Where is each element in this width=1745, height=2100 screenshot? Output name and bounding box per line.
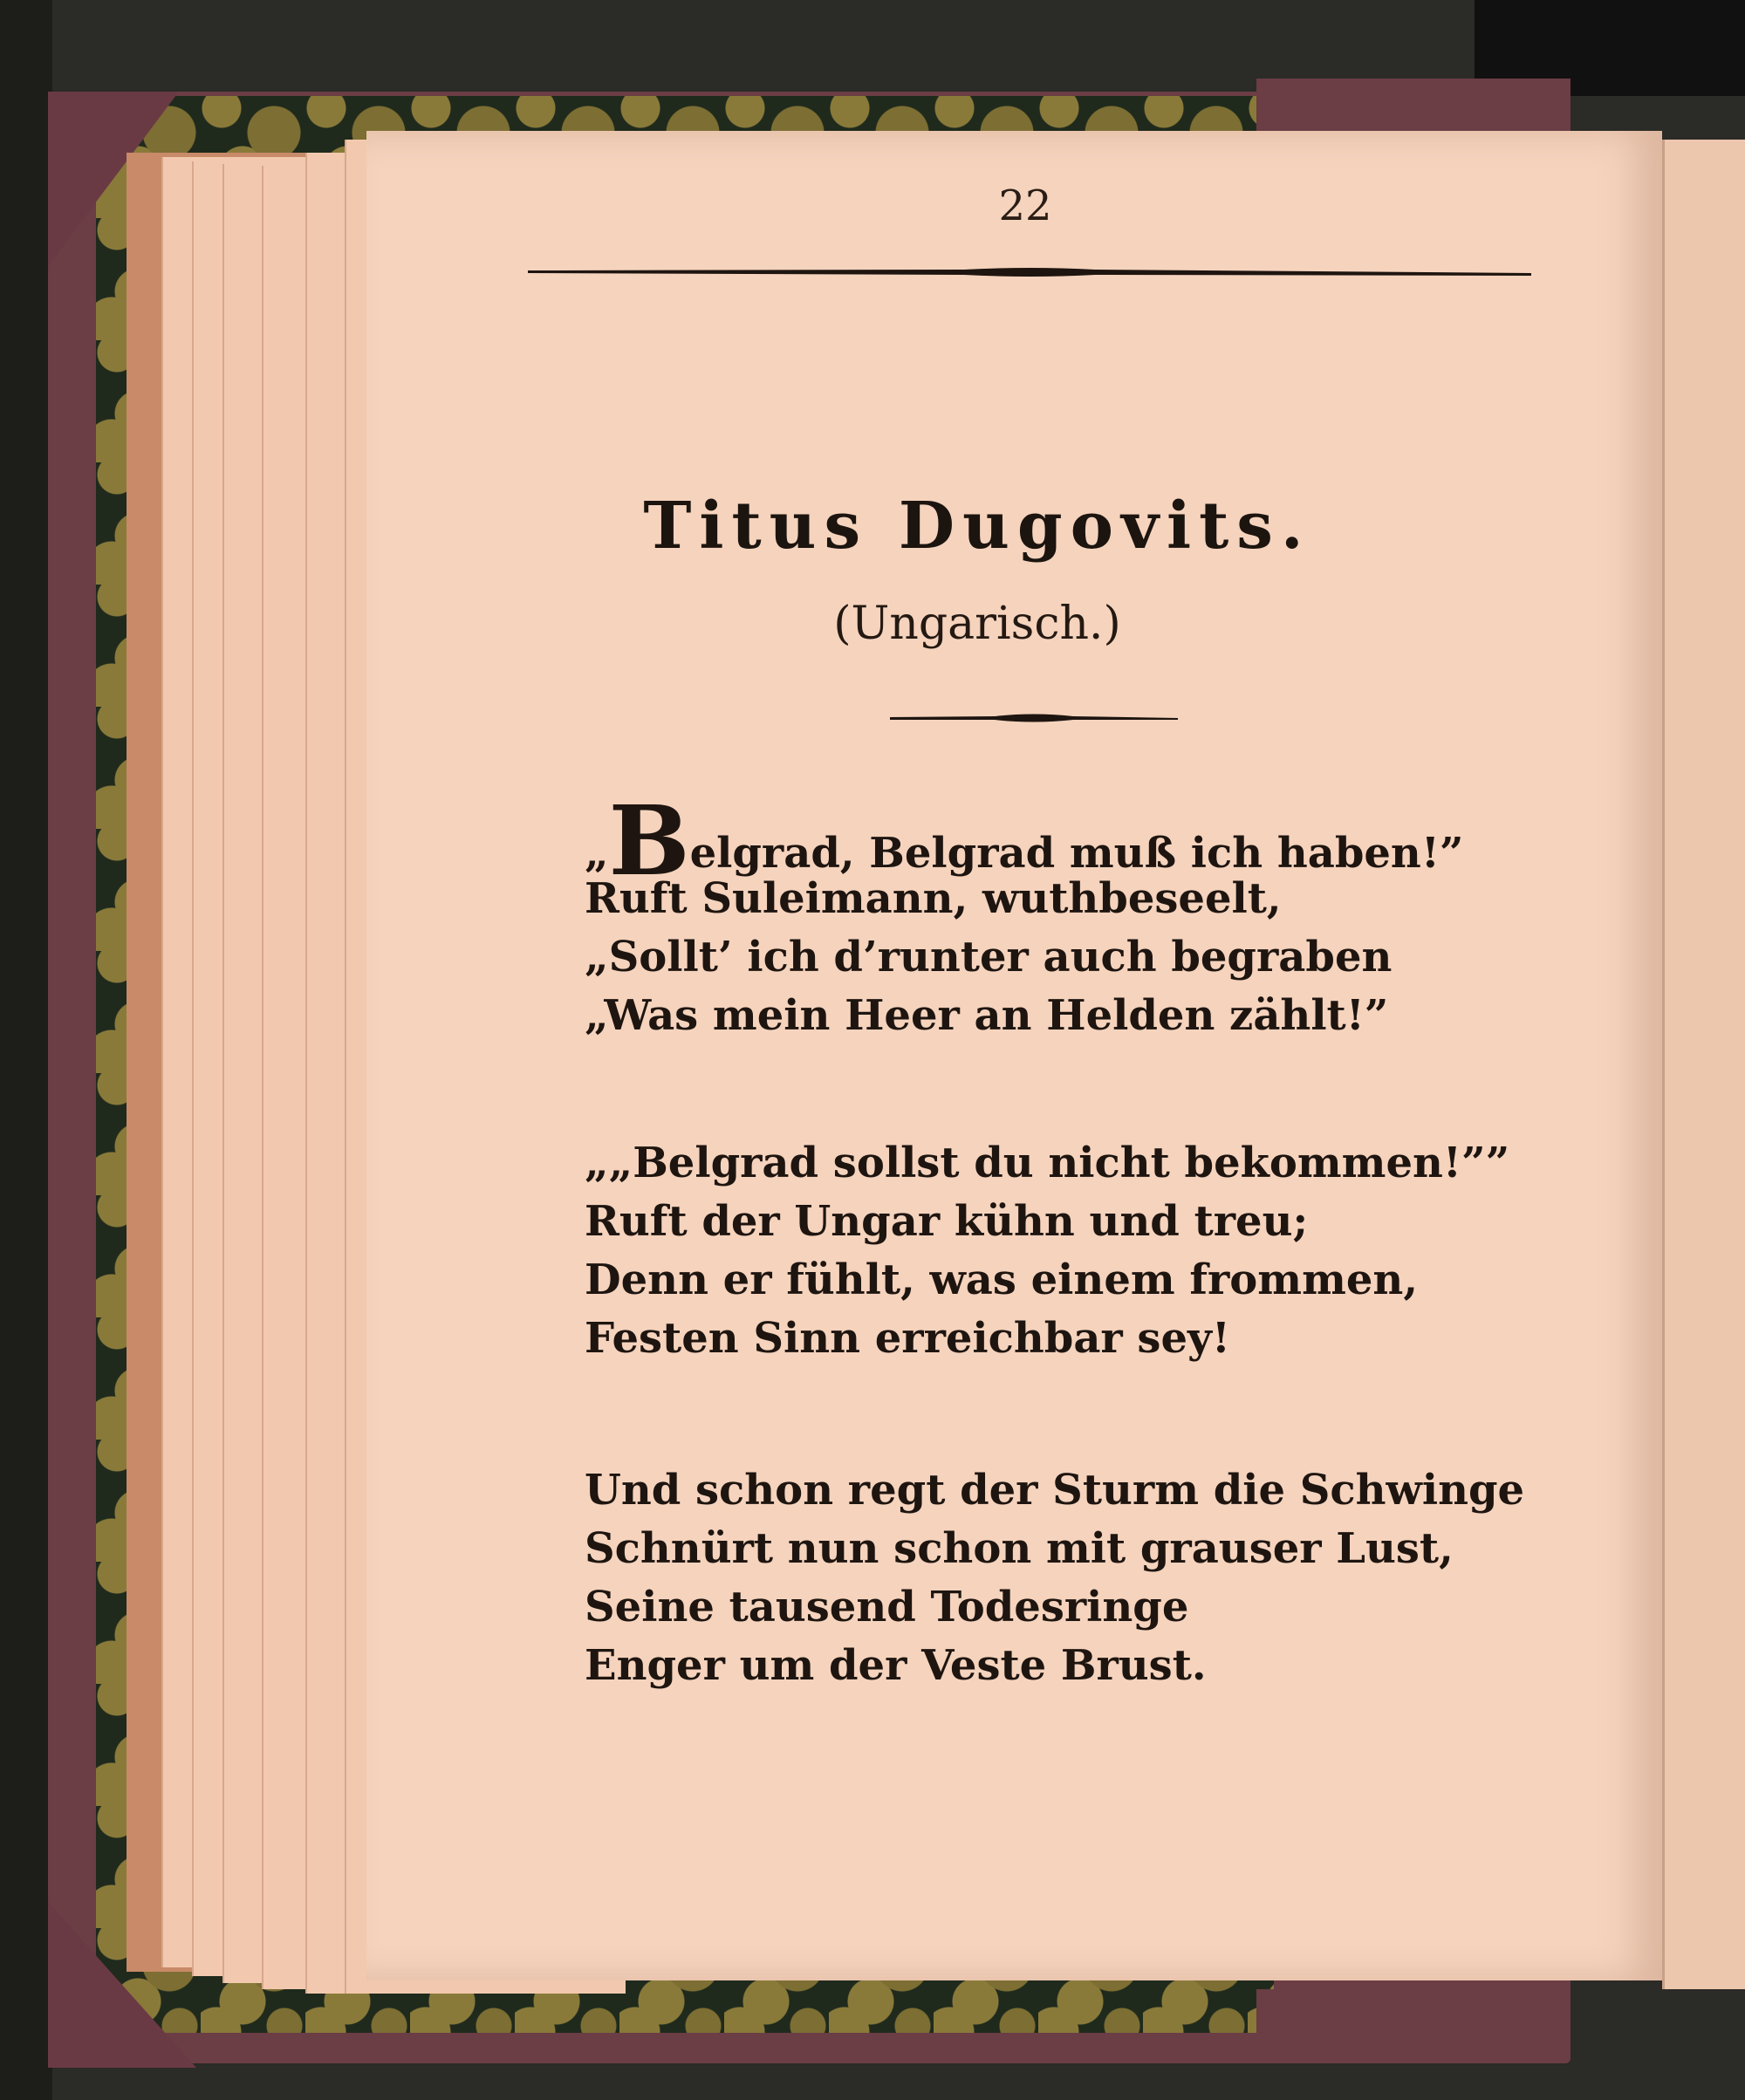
stanza-2: [585, 1134, 1544, 1368]
poem-line-text: elgrad, Belgrad muß ich haben!”: [689, 829, 1464, 878]
page-number: 22: [998, 181, 1052, 230]
facing-page-edge: [1662, 140, 1745, 1989]
spine-cloth-bottom: [1256, 1989, 1570, 2042]
poem-line: Denn er fühlt, was einem frommen,: [585, 1255, 1419, 1304]
top-rule: [528, 266, 1531, 278]
stanza-1: [585, 784, 1544, 1045]
poem-line: Ruft der Ungar kühn und treu;: [585, 1197, 1309, 1246]
poem-line: Ruft Suleimann, wuthbeseelt,: [585, 874, 1282, 923]
poem-line: Schnürt nun schon mit grauser Lust,: [585, 1524, 1454, 1573]
poem-line: Seine tausend Todesringe: [585, 1583, 1189, 1631]
drop-cap: B: [608, 784, 690, 897]
background-shadow-left: [0, 0, 52, 2100]
poem-line: [585, 784, 1544, 897]
opening-quote: „: [585, 829, 609, 878]
stanza-3: [585, 1461, 1544, 1695]
poem-title: Titus Dugovits.: [643, 489, 1311, 564]
poem-line: Und schon regt der Sturm die Schwinge: [585, 1466, 1525, 1515]
book-page: [366, 131, 1662, 1980]
title-rule: [890, 712, 1178, 724]
poem-line: „Sollt’ ich d’runter auch begraben: [585, 933, 1393, 982]
poem-line: „„Belgrad sollst du nicht bekommen!””: [585, 1139, 1510, 1187]
poem-subtitle: (Ungarisch.): [833, 598, 1121, 650]
poem-line: Festen Sinn erreichbar sey!: [585, 1314, 1230, 1363]
poem-line: „Was mein Heer an Helden zählt!”: [585, 991, 1389, 1040]
poem-line: Enger um der Veste Brust.: [585, 1641, 1207, 1690]
